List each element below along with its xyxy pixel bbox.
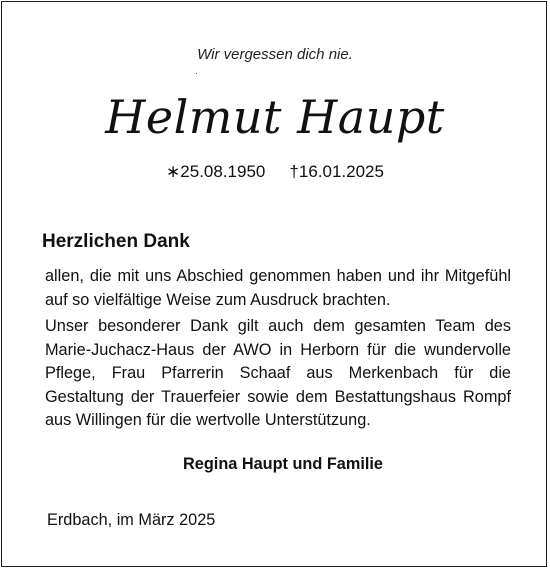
deceased-name: Helmut Haupt	[105, 90, 445, 144]
birth-star-icon: ∗	[166, 162, 181, 181]
birth-date: 25.08.1950	[180, 162, 266, 181]
thanks-paragraph-1: allen, die mit uns Abschied genommen haben und ihr Mitgefühl auf so vielfältige Weise zum Ausdruck brachten.	[45, 267, 511, 309]
decorative-dot: ·	[195, 68, 198, 78]
motto-line: Wir vergessen dich nie.	[197, 46, 353, 63]
life-dates	[2, 162, 548, 182]
thanks-paragraph-2: Unser besonderer Dank gilt auch dem gesamten Team des Marie-Juchacz-Haus der AWO in Herborn für die wundervolle Pflege, Frau Pfarrerin Schaaf aus Merkenbach für die Gestaltung der Trauerfeier sowie dem Bestattungshaus Rompf aus Willingen für die wertvolle Unterstützung.	[45, 317, 511, 429]
obituary-notice	[1, 1, 547, 567]
signature: Regina Haupt und Familie	[183, 455, 383, 473]
death-date: 16.01.2025	[298, 162, 384, 181]
thanks-heading: Herzlichen Dank	[42, 231, 190, 252]
death-cross-icon: †	[289, 162, 299, 181]
place-and-date: Erdbach, im März 2025	[47, 511, 216, 529]
